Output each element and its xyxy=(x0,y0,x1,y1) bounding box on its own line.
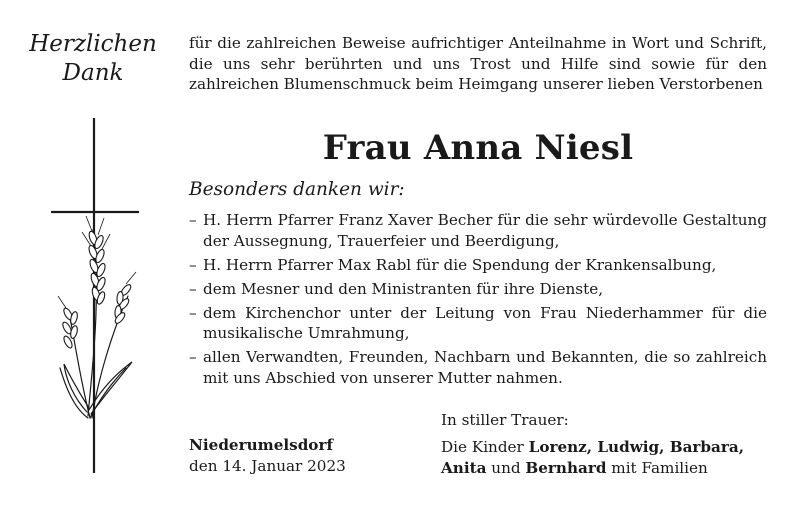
heading xyxy=(18,30,168,88)
deceased-name: Frau Anna Niesl xyxy=(322,128,634,168)
list-item xyxy=(189,303,767,344)
thanks-list xyxy=(189,210,767,392)
list-item-text: H. Herrn Pfarrer Franz Xaver Becher für die sehr würdevolle Gestaltung der Aussegnung, Trauerfeier und Beerdigung, xyxy=(203,211,767,250)
cross-with-wheat-icon xyxy=(40,118,160,473)
intro-paragraph: für die zahlreichen Beweise aufrichtiger Anteilnahme in Wort und Schrift, die uns sehr berührten und uns Trost und Hilfe sind sowie für den zahlreichen Blumenschmuck beim Heimgang unserer lieben Verstorbenen xyxy=(189,34,767,93)
list-item-text: dem Kirchenchor unter der Leitung von Frau Niederhammer für die musikalische Umrahmung, xyxy=(203,303,767,342)
mourners-name-anita: Anita xyxy=(441,459,487,477)
thanks-title: Besonders danken wir: xyxy=(189,179,405,200)
mourners-name-bernhard: Bernhard xyxy=(525,459,607,477)
place-date-block xyxy=(189,435,346,477)
dash-bullet: – xyxy=(189,211,197,229)
list-item-text: allen Verwandten, Freunden, Nachbarn und Bekannten, die so zahlreich mit uns Abschied von unserer Mutter nahmen. xyxy=(203,348,767,387)
dash-bullet: – xyxy=(189,303,197,322)
dash-bullet: – xyxy=(189,348,197,366)
mourners-block xyxy=(441,410,771,479)
mourners-and: und xyxy=(491,459,521,477)
dash-bullet: – xyxy=(189,255,197,274)
mourners-suffix: mit Familien xyxy=(611,459,708,477)
mourners-line-2 xyxy=(441,458,771,479)
list-item xyxy=(189,279,767,300)
dash-bullet: – xyxy=(189,279,197,298)
mourners-line-1 xyxy=(441,437,771,458)
mourners-prefix: Die Kinder xyxy=(441,438,524,456)
date-line: den 14. Januar 2023 xyxy=(189,457,346,475)
list-item-text: H. Herrn Pfarrer Max Rabl für die Spendung der Krankensalbung, xyxy=(203,255,717,274)
mourners-names: Lorenz, Ludwig, Barbara, xyxy=(528,438,745,456)
heading-line-1: Herzlichen xyxy=(29,31,157,57)
list-item xyxy=(189,347,767,388)
place-name: Niederumelsdorf xyxy=(189,436,333,454)
list-item-text: dem Mesner und den Ministranten für ihre Dienste, xyxy=(203,279,604,298)
heading-line-2: Dank xyxy=(62,60,124,86)
list-item xyxy=(189,255,767,276)
list-item xyxy=(189,210,767,251)
mourners-intro: In stiller Trauer: xyxy=(441,411,569,429)
